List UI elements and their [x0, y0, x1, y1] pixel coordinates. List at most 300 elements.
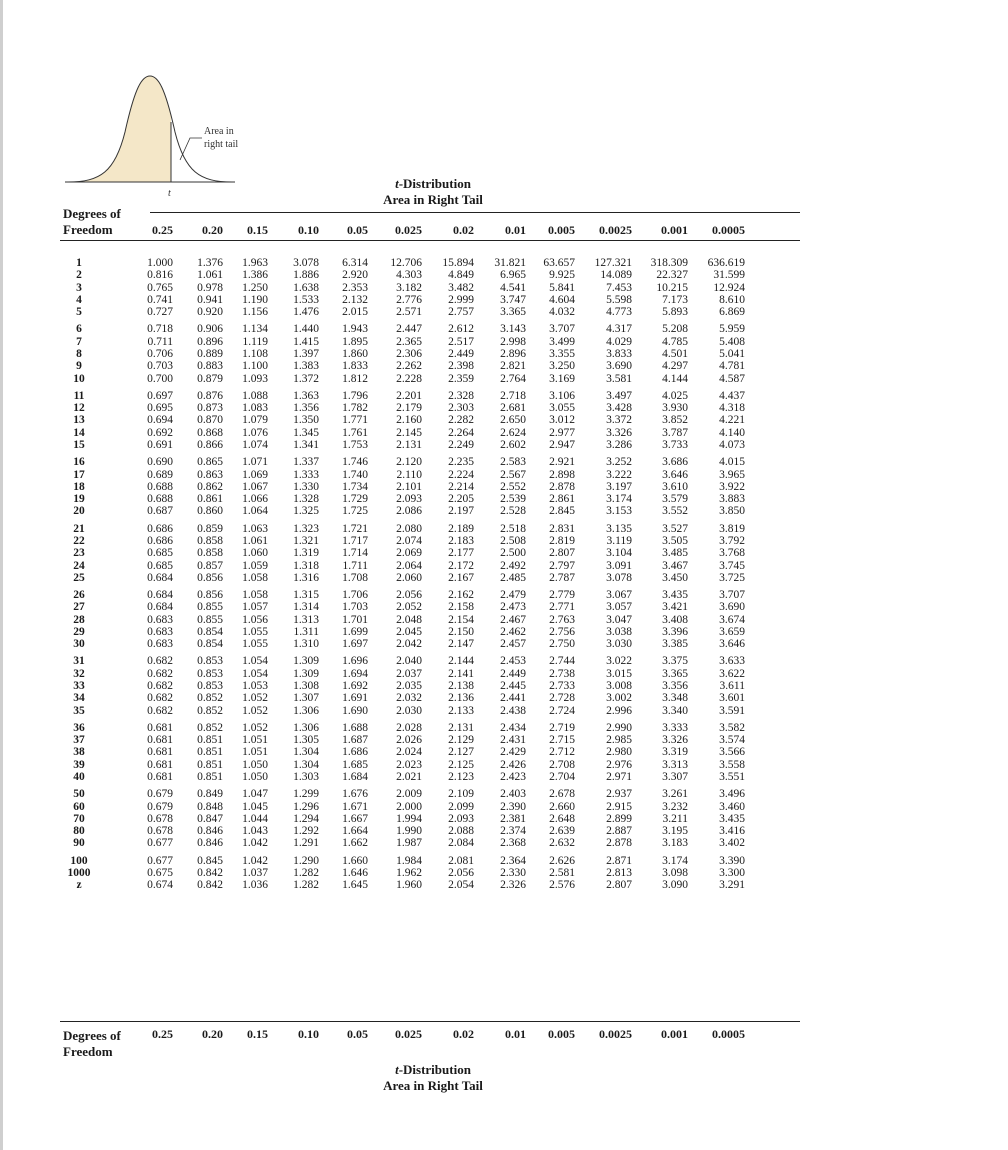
critical-value-cell: 2.303 [448, 402, 474, 415]
degrees-of-freedom-cell: z [76, 879, 82, 892]
critical-value-cell: 1.753 [342, 439, 368, 451]
table-row [60, 825, 800, 838]
critical-value-cell: 2.445 [500, 680, 526, 692]
critical-value-cell: 0.852 [197, 692, 223, 705]
critical-value-cell: 3.375 [662, 655, 688, 668]
critical-value-cell: 2.947 [549, 439, 575, 451]
critical-value-cell: 1.156 [242, 306, 268, 319]
degrees-of-freedom-cell: 1 [76, 257, 82, 269]
critical-value-cell: 0.853 [197, 655, 223, 668]
critical-value-cell: 3.883 [719, 493, 745, 506]
critical-value-cell: 0.861 [197, 493, 223, 506]
critical-value-cell: 4.587 [719, 372, 745, 385]
page-left-edge [0, 0, 3, 1150]
critical-value-cell: 6.314 [342, 257, 368, 269]
critical-value-cell: 2.980 [606, 746, 632, 759]
critical-value-cell: 7.173 [662, 293, 688, 306]
table-row [60, 879, 800, 892]
critical-value-cell: 1.323 [293, 522, 319, 535]
column-header: 0.0025 [599, 223, 632, 237]
rule-above-footer [60, 1021, 800, 1022]
critical-value-cell: 2.224 [448, 468, 474, 481]
critical-value-cell: 1.697 [342, 638, 368, 651]
critical-value-cell: 1.646 [342, 866, 368, 879]
critical-value-cell: 2.518 [500, 522, 526, 535]
critical-value-cell: 3.416 [719, 825, 745, 838]
degrees-of-freedom-cell: 24 [73, 559, 85, 572]
rule-under-header [60, 240, 800, 241]
table-row [60, 414, 800, 427]
critical-value-cell: 1.313 [293, 613, 319, 626]
column-header: 0.0005 [712, 223, 745, 237]
critical-value-cell: 2.971 [606, 771, 632, 783]
critical-value-cell: 2.998 [500, 335, 526, 348]
critical-value-cell: 1.688 [342, 721, 368, 734]
critical-value-cell: 1.050 [242, 758, 268, 771]
critical-value-cell: 2.678 [549, 788, 575, 801]
critical-value-cell: 1.687 [342, 734, 368, 747]
critical-value-cell: 0.683 [147, 625, 173, 638]
critical-value-cell: 1.812 [342, 372, 368, 385]
critical-value-cell: 2.167 [448, 571, 474, 584]
critical-value-cell: 3.340 [662, 704, 688, 717]
critical-value-cell: 1.960 [396, 879, 422, 892]
critical-value-cell: 0.848 [197, 800, 223, 813]
critical-value-cell: 1.282 [293, 879, 319, 892]
critical-value-cell: 2.026 [396, 734, 422, 747]
critical-value-cell: 2.787 [549, 571, 575, 584]
critical-value-cell: 0.860 [197, 505, 223, 518]
critical-value-cell: 2.306 [396, 348, 422, 360]
degrees-of-freedom-cell: 25 [73, 571, 85, 584]
critical-value-cell: 3.333 [662, 721, 688, 734]
critical-value-cell: 1.306 [293, 704, 319, 717]
table-row [60, 668, 800, 681]
critical-value-cell: 1.660 [342, 854, 368, 867]
critical-value-cell: 2.724 [549, 704, 575, 717]
critical-value-cell: 0.851 [197, 734, 223, 747]
critical-value-cell: 2.048 [396, 613, 422, 626]
critical-value-cell: 2.056 [396, 589, 422, 601]
critical-value-cell: 0.941 [197, 293, 223, 306]
column-header: 0.10 [298, 1027, 319, 1041]
critical-value-cell: 0.694 [147, 414, 173, 427]
critical-value-cell: 3.852 [662, 414, 688, 427]
critical-value-cell: 2.197 [448, 505, 474, 518]
critical-value-cell: 3.450 [662, 571, 688, 584]
critical-value-cell: 2.353 [342, 281, 368, 294]
critical-value-cell: 2.861 [549, 493, 575, 506]
critical-value-cell: 1.397 [293, 348, 319, 360]
critical-value-cell: 1.306 [293, 721, 319, 734]
critical-value-cell: 1.782 [342, 402, 368, 415]
critical-value-cell: 3.174 [606, 493, 632, 506]
degrees-of-freedom-cell: 100 [70, 854, 88, 867]
critical-value-cell: 0.845 [197, 854, 223, 867]
critical-value-cell: 3.030 [606, 638, 632, 651]
critical-value-cell: 2.492 [500, 559, 526, 572]
critical-value-cell: 2.120 [396, 456, 422, 469]
critical-value-cell: 1.036 [242, 879, 268, 892]
critical-value-cell: 2.878 [549, 480, 575, 493]
critical-value-cell: 3.174 [662, 854, 688, 867]
critical-value-cell: 0.682 [147, 692, 173, 705]
degrees-of-freedom-cell: 19 [73, 493, 85, 506]
critical-value-cell: 1.037 [242, 866, 268, 879]
critical-value-cell: 0.685 [147, 547, 173, 560]
critical-value-cell: 0.842 [197, 879, 223, 892]
critical-value-cell: 2.132 [342, 293, 368, 306]
critical-value-cell: 1.119 [242, 335, 268, 348]
table-row [60, 734, 800, 747]
critical-value-cell: 0.711 [147, 335, 173, 348]
critical-value-cell: 2.000 [396, 800, 422, 813]
degrees-of-freedom-cell: 8 [76, 348, 82, 360]
critical-value-cell: 1.314 [293, 601, 319, 614]
critical-value-cell: 1.962 [396, 866, 422, 879]
degrees-of-freedom-cell: 90 [73, 837, 85, 850]
critical-value-cell: 3.038 [606, 625, 632, 638]
critical-value-cell: 0.683 [147, 638, 173, 651]
title-subtitle: Area in Right Tail [383, 192, 483, 207]
critical-value-cell: 3.659 [719, 625, 745, 638]
critical-value-cell: 0.870 [197, 414, 223, 427]
critical-value-cell: 1.714 [342, 547, 368, 560]
critical-value-cell: 2.088 [448, 825, 474, 838]
critical-value-cell: 0.686 [147, 522, 173, 535]
critical-value-cell: 9.925 [549, 269, 575, 282]
critical-value-cell: 2.177 [448, 547, 474, 560]
critical-value-cell: 2.131 [448, 721, 474, 734]
table-row [60, 336, 800, 349]
critical-value-cell: 2.738 [549, 667, 575, 680]
critical-value-cell: 3.104 [606, 547, 632, 560]
critical-value-cell: 2.365 [396, 335, 422, 348]
critical-value-cell: 2.624 [500, 426, 526, 439]
critical-value-cell: 1.325 [293, 505, 319, 518]
critical-value-cell: 1.345 [293, 426, 319, 439]
critical-value-cell: 3.707 [549, 323, 575, 336]
critical-value-cell: 1.990 [396, 825, 422, 838]
degrees-of-freedom-cell: 34 [73, 692, 85, 705]
critical-value-cell: 3.002 [606, 692, 632, 705]
critical-value-cell: 1.100 [242, 360, 268, 373]
critical-value-cell: 1.690 [342, 704, 368, 717]
critical-value-cell: 2.528 [500, 505, 526, 518]
critical-value-cell: 2.813 [606, 866, 632, 879]
critical-value-cell: 2.453 [500, 655, 526, 668]
critical-value-cell: 3.833 [606, 348, 632, 360]
critical-value-cell: 3.098 [662, 866, 688, 879]
critical-value-cell: 1.294 [293, 812, 319, 825]
critical-value-cell: 0.681 [147, 734, 173, 747]
table-row [60, 722, 800, 735]
critical-value-cell: 2.756 [549, 625, 575, 638]
degrees-of-freedom-cell: 3 [76, 281, 82, 294]
critical-value-cell: 1.045 [242, 800, 268, 813]
critical-value-cell: 2.127 [448, 746, 474, 759]
critical-value-cell: 0.868 [197, 426, 223, 439]
critical-value-cell: 2.602 [500, 439, 526, 451]
column-header: 0.025 [395, 223, 422, 237]
table-row [60, 348, 800, 361]
critical-value-cell: 1.052 [242, 704, 268, 717]
critical-value-cell: 4.221 [719, 414, 745, 427]
critical-value-cell: 1.304 [293, 758, 319, 771]
critical-value-cell: 3.091 [606, 559, 632, 572]
critical-value-cell: 3.396 [662, 625, 688, 638]
critical-value-cell: 1.308 [293, 680, 319, 692]
column-header: 0.005 [548, 1027, 575, 1041]
table-row [60, 626, 800, 639]
critical-value-cell: 2.069 [396, 547, 422, 560]
critical-value-cell: 2.639 [549, 825, 575, 838]
critical-value-cell: 2.081 [448, 854, 474, 867]
critical-value-cell: 2.712 [549, 746, 575, 759]
critical-value-cell: 0.679 [147, 800, 173, 813]
critical-value-cell: 3.579 [662, 493, 688, 506]
critical-value-cell: 1.771 [342, 414, 368, 427]
critical-value-cell: 0.682 [147, 680, 173, 692]
critical-value-cell: 2.999 [448, 293, 474, 306]
title-var-bottom: t [395, 1062, 399, 1077]
critical-value-cell: 4.318 [719, 402, 745, 415]
critical-value-cell: 2.887 [606, 825, 632, 838]
critical-value-cell: 3.385 [662, 638, 688, 651]
critical-value-cell: 0.920 [197, 306, 223, 319]
critical-value-cell: 1.066 [242, 493, 268, 506]
critical-value-cell: 1.134 [242, 323, 268, 336]
column-header: 0.10 [298, 223, 319, 237]
critical-value-cell: 1.740 [342, 468, 368, 481]
critical-value-cell: 1.304 [293, 746, 319, 759]
critical-value-cell: 1.734 [342, 480, 368, 493]
critical-value-cell: 2.154 [448, 613, 474, 626]
critical-value-cell: 1.076 [242, 426, 268, 439]
critical-value-cell: 1.296 [293, 800, 319, 813]
critical-value-cell: 3.527 [662, 522, 688, 535]
critical-value-cell: 4.303 [396, 269, 422, 282]
critical-value-cell: 1.074 [242, 439, 268, 451]
critical-value-cell: 1.645 [342, 879, 368, 892]
table-row [60, 589, 800, 602]
table-row [60, 282, 800, 295]
degrees-of-freedom-cell: 10 [73, 372, 85, 385]
critical-value-cell: 2.138 [448, 680, 474, 692]
critical-value-cell: 1.662 [342, 837, 368, 850]
degrees-of-freedom-cell: 4 [76, 293, 82, 306]
column-header: 0.20 [202, 223, 223, 237]
critical-value-cell: 3.566 [719, 746, 745, 759]
table-row [60, 855, 800, 868]
critical-value-cell: 318.309 [650, 257, 688, 269]
critical-value-cell: 7.453 [606, 281, 632, 294]
critical-value-cell: 3.745 [719, 559, 745, 572]
critical-value-cell: 2.976 [606, 758, 632, 771]
critical-value-cell: 0.682 [147, 667, 173, 680]
critical-value-cell: 0.677 [147, 854, 173, 867]
critical-value-cell: 2.364 [500, 854, 526, 867]
critical-value-cell: 2.462 [500, 625, 526, 638]
column-header: 0.01 [505, 223, 526, 237]
critical-value-cell: 0.865 [197, 456, 223, 469]
table-row [60, 801, 800, 814]
critical-value-cell: 3.460 [719, 800, 745, 813]
critical-value-cell: 3.365 [500, 306, 526, 319]
critical-value-cell: 2.831 [549, 522, 575, 535]
critical-value-cell: 3.496 [719, 788, 745, 801]
critical-value-cell: 3.078 [293, 257, 319, 269]
critical-value-cell: 1.050 [242, 771, 268, 783]
degrees-of-freedom-cell: 15 [73, 439, 85, 451]
critical-value-cell: 3.467 [662, 559, 688, 572]
critical-value-cell: 1.310 [293, 638, 319, 651]
critical-value-cell: 0.853 [197, 680, 223, 692]
critical-value-cell: 2.990 [606, 721, 632, 734]
critical-value-cell: 1.055 [242, 638, 268, 651]
critical-value-cell: 3.169 [549, 372, 575, 385]
critical-value-cell: 0.674 [147, 879, 173, 892]
critical-value-cell: 1.057 [242, 601, 268, 614]
critical-value-cell: 2.449 [448, 348, 474, 360]
critical-value-cell: 4.773 [606, 306, 632, 319]
critical-value-cell: 2.704 [549, 771, 575, 783]
critical-value-cell: 3.930 [662, 402, 688, 415]
title-rest: -Distribution [398, 176, 471, 191]
critical-value-cell: 1.056 [242, 613, 268, 626]
critical-value-cell: 0.681 [147, 771, 173, 783]
title-var: t [395, 176, 399, 191]
degrees-of-freedom-cell: 31 [73, 655, 85, 668]
critical-value-cell: 3.012 [549, 414, 575, 427]
critical-value-cell: 2.985 [606, 734, 632, 747]
critical-value-cell: 2.084 [448, 837, 474, 850]
critical-value-cell: 1.686 [342, 746, 368, 759]
critical-value-cell: 3.591 [719, 704, 745, 717]
critical-value-cell: 2.040 [396, 655, 422, 668]
critical-value-cell: 0.852 [197, 704, 223, 717]
critical-value-cell: 2.431 [500, 734, 526, 747]
column-header: 0.001 [661, 223, 688, 237]
critical-value-cell: 2.632 [549, 837, 575, 850]
column-header: 0.001 [661, 1027, 688, 1041]
critical-value-cell: 2.457 [500, 638, 526, 651]
critical-value-cell: 0.854 [197, 625, 223, 638]
critical-value-cell: 1.994 [396, 812, 422, 825]
critical-value-cell: 2.434 [500, 721, 526, 734]
table-row [60, 601, 800, 614]
degrees-of-freedom-cell: 6 [76, 323, 82, 336]
critical-value-cell: 1.058 [242, 571, 268, 584]
critical-value-cell: 2.719 [549, 721, 575, 734]
critical-value-cell: 0.678 [147, 825, 173, 838]
critical-value-cell: 2.015 [342, 306, 368, 319]
critical-value-cell: 2.162 [448, 589, 474, 601]
critical-value-cell: 1.282 [293, 866, 319, 879]
critical-value-cell: 2.179 [396, 402, 422, 415]
critical-value-cell: 0.688 [147, 480, 173, 493]
critical-value-cell: 0.849 [197, 788, 223, 801]
critical-value-cell: 1.042 [242, 837, 268, 850]
critical-value-cell: 0.681 [147, 758, 173, 771]
critical-value-cell: 0.883 [197, 360, 223, 373]
table-row [60, 746, 800, 759]
critical-value-cell: 1.071 [242, 456, 268, 469]
critical-value-cell: 3.250 [549, 360, 575, 373]
degrees-of-freedom-cell: 12 [73, 402, 85, 415]
table-row [60, 771, 800, 784]
critical-value-cell: 10.215 [656, 281, 688, 294]
critical-value-cell: 1.943 [342, 323, 368, 336]
critical-value-cell: 3.646 [662, 468, 688, 481]
critical-value-cell: 3.965 [719, 468, 745, 481]
critical-value-cell: 0.727 [147, 306, 173, 319]
critical-value-cell: 4.015 [719, 456, 745, 469]
critical-value-cell: 2.023 [396, 758, 422, 771]
critical-value-cell: 1.000 [147, 257, 173, 269]
critical-value-cell: 1.337 [293, 456, 319, 469]
critical-value-cell: 14.089 [600, 269, 632, 282]
critical-value-cell: 1.069 [242, 468, 268, 481]
table-row [60, 323, 800, 336]
critical-value-cell: 1.796 [342, 389, 368, 402]
critical-value-cell: 1.691 [342, 692, 368, 705]
table-row [60, 481, 800, 494]
critical-value-cell: 1.290 [293, 854, 319, 867]
critical-value-cell: 5.041 [719, 348, 745, 360]
critical-value-cell: 4.144 [662, 372, 688, 385]
critical-value-cell: 2.201 [396, 389, 422, 402]
critical-value-cell: 2.024 [396, 746, 422, 759]
table-row [60, 505, 800, 518]
critical-value-cell: 0.854 [197, 638, 223, 651]
critical-value-cell: 2.915 [606, 800, 632, 813]
critical-value-cell: 1.061 [242, 534, 268, 547]
critical-value-cell: 0.906 [197, 323, 223, 336]
critical-value-cell: 1.047 [242, 788, 268, 801]
critical-value-cell: 4.541 [500, 281, 526, 294]
table-row [60, 837, 800, 850]
table-row [60, 257, 800, 270]
critical-value-cell: 2.819 [549, 534, 575, 547]
critical-value-cell: 2.583 [500, 456, 526, 469]
degrees-of-freedom-cell: 29 [73, 625, 85, 638]
column-header: 0.05 [347, 223, 368, 237]
critical-value-cell: 0.858 [197, 547, 223, 560]
table-row [60, 402, 800, 415]
critical-value-cell: 3.485 [662, 547, 688, 560]
critical-value-cell: 4.297 [662, 360, 688, 373]
table-row [60, 469, 800, 482]
critical-value-cell: 3.408 [662, 613, 688, 626]
critical-value-cell: 0.846 [197, 825, 223, 838]
critical-value-cell: 2.681 [500, 402, 526, 415]
table-row [60, 390, 800, 403]
t-table-sheet [60, 60, 820, 1120]
table-title-bottom [323, 1062, 543, 1094]
critical-value-cell: 3.646 [719, 638, 745, 651]
critical-value-cell: 2.264 [448, 426, 474, 439]
critical-value-cell: 1.052 [242, 721, 268, 734]
critical-value-cell: 1.987 [396, 837, 422, 850]
critical-value-cell: 2.779 [549, 589, 575, 601]
critical-value-cell: 22.327 [656, 269, 688, 282]
t-label: t [168, 188, 171, 199]
critical-value-cell: 0.765 [147, 281, 173, 294]
critical-value-cell: 2.612 [448, 323, 474, 336]
critical-value-cell: 0.687 [147, 505, 173, 518]
critical-value-cell: 2.508 [500, 534, 526, 547]
